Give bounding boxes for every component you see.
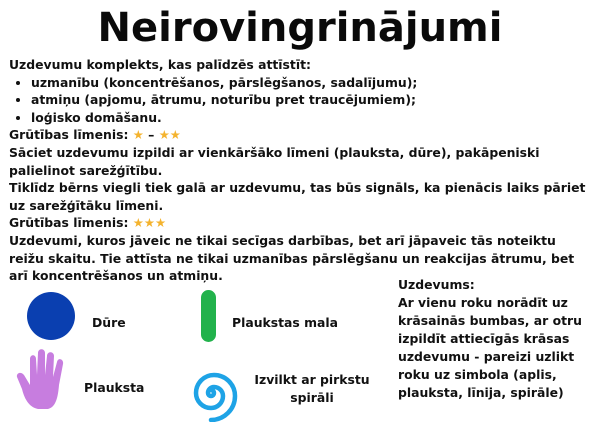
level-1-text: Sāciet uzdevumu izpildi ar vienkāršāko līmeni (plauksta, dūre), pakāpeniski palielinot sarežģītību. (9, 144, 540, 178)
difficulty-label: Grūtības līmenis: (9, 215, 129, 231)
difficulty-level-1 (9, 126, 593, 144)
skill-item: • loģisko domāšanu. (31, 109, 593, 127)
legend-label-fist: Dūre (92, 315, 126, 330)
skill-item: • uzmanību (koncentrēšanos, pārslēgšanos, sadalījumu); (31, 74, 593, 92)
star-icon: ★ (132, 127, 144, 143)
skills-list (9, 74, 593, 127)
difficulty-label: Grūtības līmenis: (9, 127, 129, 143)
task-text: Ar vienu roku norādīt uz krāsainās bumbas, ar otru izpildīt attiecīgās krāsas uzdevumu - pareizi uzlikt roku uz simbola (aplis, plauksta, līnija, spirāle) (398, 295, 582, 400)
blue-circle-icon (26, 291, 76, 341)
level-1-text-2: Tiklīdz bērns viegli tiek galā ar uzdevumu, tas būs signāls, ka pienācis laiks pāriet uz sarežģītāku līmeni. (9, 180, 586, 213)
task-heading: Uzdevums: (398, 277, 475, 292)
purple-hand-icon (16, 347, 76, 411)
level-2-text: Uzdevumi, kuros jāveic ne tikai secīgas darbības, bet arī jāpaveic tās noteiktu reižu skaitu. Tie attīsta ne tikai uzmanības pārslēgšanu un reakcijas ātrumu, bet arī koncentrēšanos un atmiņu. (9, 232, 575, 284)
range-dash: – (148, 127, 155, 143)
legend-label-palm: Plauksta (84, 380, 145, 395)
difficulty-level-2 (9, 214, 593, 232)
intro-text: Uzdevumu komplekts, kas palīdzēs attīstīt: (9, 57, 311, 72)
blue-spiral-icon (182, 364, 240, 422)
legend-label-spiral: Izvilkt ar pirkstu spirāli (254, 372, 370, 405)
legend-label-palm-edge: Plaukstas mala (232, 315, 338, 330)
green-line-icon (199, 288, 219, 344)
star-icon: ★★ (158, 127, 181, 143)
task-block (398, 276, 588, 402)
instructions-block (9, 56, 593, 285)
star-icon: ★★★ (132, 215, 167, 231)
skill-item: • atmiņu (apjomu, ātrumu, noturību pret traucējumiem); (31, 91, 593, 109)
page-title: Neirovingrinājumi (97, 5, 503, 51)
